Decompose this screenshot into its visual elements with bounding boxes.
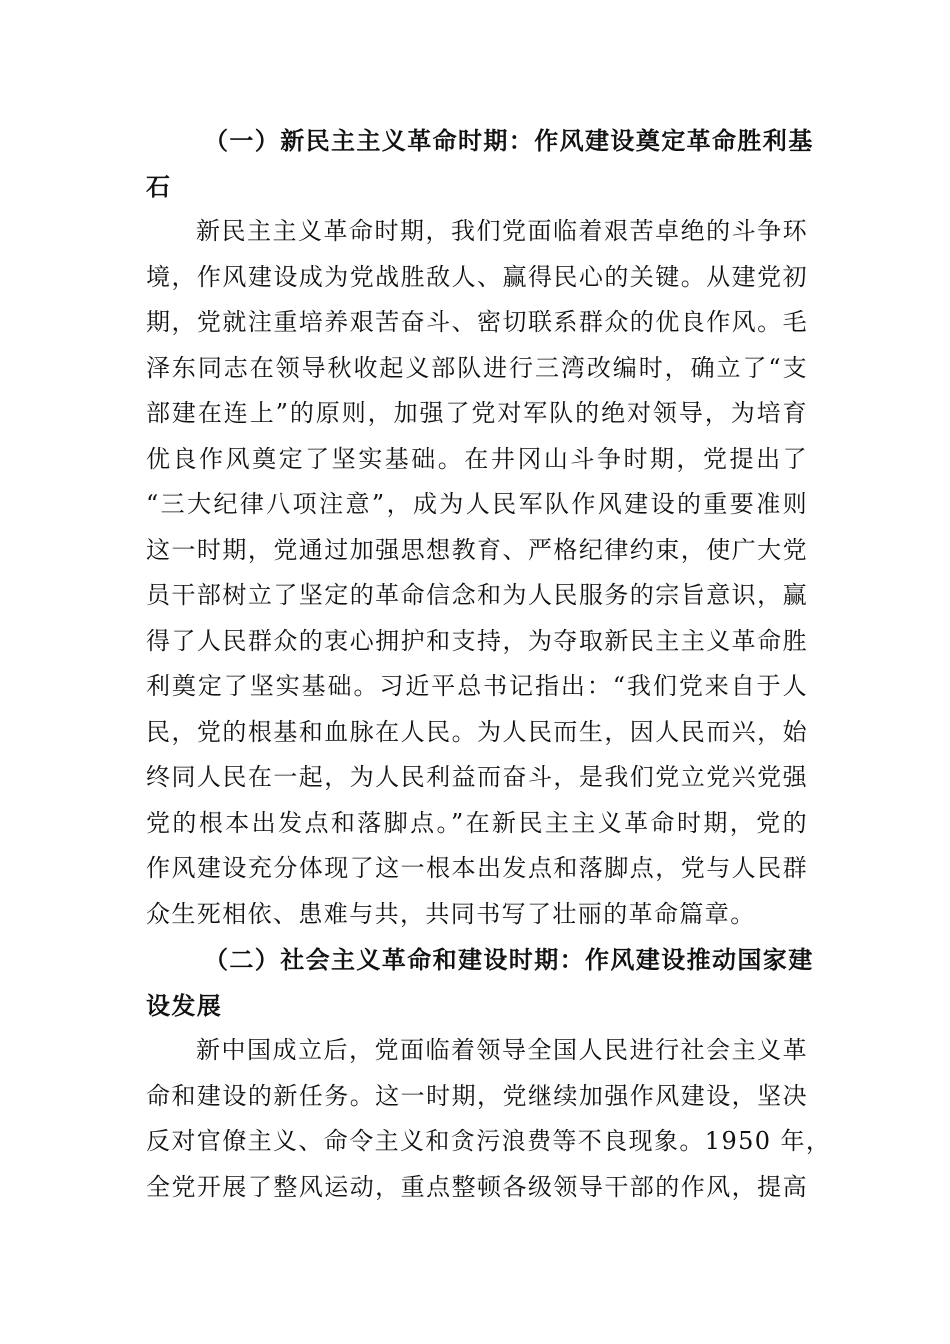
paragraph-line: 泽东同志在领导秋收起义部队进行三湾改编时，确立了“支 [146, 353, 808, 382]
heading-line: 石 [146, 171, 172, 201]
body-paragraph-2 [146, 1028, 832, 1210]
paragraph-line: 期，党就注重培养艰苦奋斗、密切联系群众的优良作风。毛 [146, 308, 808, 336]
paragraph-line: 员干部树立了坚定的革命信念和为人民服务的宗旨意识，赢 [146, 581, 808, 609]
paragraph-line: 终同人民在一起，为人民利益而奋斗，是我们党立党兴党强 [146, 763, 808, 791]
heading-line: （二）社会主义革命和建设时期：作风建设推动国家建 [204, 945, 814, 974]
document-body [146, 118, 832, 1210]
section-heading-2 [146, 937, 814, 1028]
paragraph-line: “三大纪律八项注意”，成为人民军队作风建设的重要准则 [146, 490, 808, 518]
paragraph-line: 党的根本出发点和落脚点。”在新民主主义革命时期，党的 [146, 808, 808, 837]
section-heading-1 [146, 118, 814, 209]
paragraph-line: 这一时期，党通过加强思想教育、严格纪律约束，使广大党 [146, 535, 808, 564]
paragraph-line: 反对官僚主义、命令主义和贪污浪费等不良现象。1950 年， [146, 1127, 832, 1155]
paragraph-line: 优良作风奠定了坚实基础。在井冈山斗争时期，党提出了 [146, 444, 808, 473]
paragraph-line: 众生死相依、患难与共，共同书写了壮丽的革命篇章。 [146, 899, 756, 928]
body-paragraph-1 [146, 209, 808, 937]
paragraph-line: 新民主主义革命时期，我们党面临着艰苦卓绝的斗争环 [196, 217, 808, 245]
paragraph-line: 境，作风建设成为党战胜敌人、赢得民心的关键。从建党初 [146, 262, 808, 291]
paragraph-line: 全党开展了整风运动，重点整顿各级领导干部的作风，提高 [146, 1172, 808, 1201]
heading-line: （一）新民主主义革命时期：作风建设奠定革命胜利基 [204, 126, 814, 155]
paragraph-line: 得了人民群众的衷心拥护和支持，为夺取新民主主义革命胜 [146, 626, 808, 655]
paragraph-line: 作风建设充分体现了这一根本出发点和落脚点，党与人民群 [146, 854, 808, 882]
paragraph-line: 利奠定了坚实基础。习近平总书记指出：“我们党来自于人 [146, 672, 808, 700]
paragraph-line: 新中国成立后，党面临着领导全国人民进行社会主义革 [196, 1036, 808, 1064]
paragraph-line: 部建在连上”的原则，加强了党对军队的绝对领导，为培育 [146, 399, 808, 427]
paragraph-line: 民，党的根基和血脉在人民。为人民而生，因人民而兴，始 [146, 717, 808, 746]
heading-line: 设发展 [146, 990, 223, 1020]
paragraph-line: 命和建设的新任务。这一时期，党继续加强作风建设，坚决 [146, 1081, 808, 1110]
